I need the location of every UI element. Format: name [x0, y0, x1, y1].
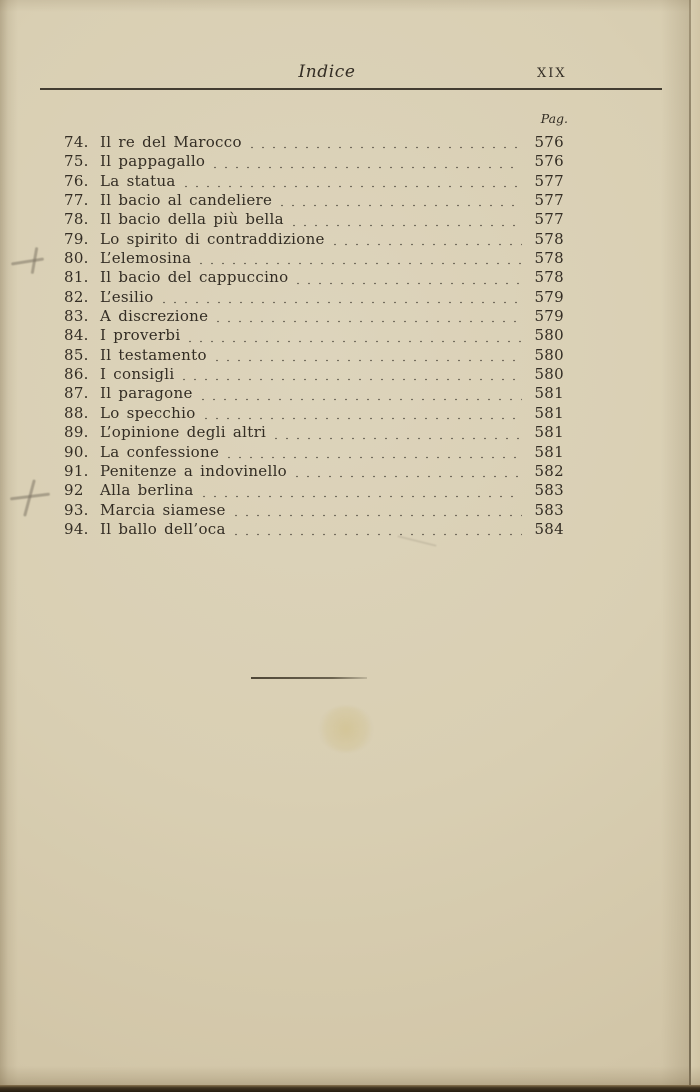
- toc-entry-row: [64, 520, 564, 539]
- dot-leader: [289, 210, 522, 229]
- entry-number: 82.: [64, 287, 89, 306]
- entry-page-number: 584: [534, 519, 564, 538]
- dot-leader: [199, 481, 522, 500]
- entry-number: 92: [64, 481, 84, 500]
- entry-title: Il bacio del cappuccino: [100, 268, 289, 287]
- toc-entry-row: [64, 210, 564, 229]
- dot-leader: [330, 230, 522, 249]
- entry-number: 91.: [64, 461, 89, 480]
- page-bottom-shadow: [0, 1066, 700, 1086]
- toc-entry-row: [64, 268, 564, 287]
- entry-number: 76.: [64, 171, 89, 190]
- entry-page-number: 578: [534, 268, 564, 287]
- dot-leader: [277, 191, 522, 210]
- dot-leader: [196, 249, 522, 268]
- section-divider-rule: [251, 677, 367, 679]
- toc-entry-row: [64, 326, 564, 345]
- page-right-margin: [691, 0, 700, 1085]
- entry-page-number: 582: [534, 461, 564, 480]
- entry-number: 93.: [64, 500, 89, 519]
- toc-entry-row: [64, 365, 564, 384]
- toc-entry-row: [64, 249, 564, 268]
- toc-entry-row: [64, 307, 564, 326]
- dot-leader: [201, 404, 522, 423]
- toc-entry-row: [64, 230, 564, 249]
- entry-title: I proverbi: [100, 326, 181, 345]
- entry-page-number: 579: [534, 307, 564, 326]
- header-rule: [40, 88, 662, 90]
- toc-entry-row: [64, 191, 564, 210]
- dot-leader: [271, 423, 522, 442]
- entry-title: Il testamento: [100, 345, 207, 364]
- page-right-shadow: [661, 0, 689, 1085]
- toc-entry-row: [64, 346, 564, 365]
- entry-page-number: 580: [534, 326, 564, 345]
- entry-page-number: 577: [534, 191, 564, 210]
- entry-page-number: 581: [534, 442, 564, 461]
- dot-leader: [212, 346, 522, 365]
- dot-leader: [247, 133, 522, 152]
- entry-title: Il bacio della più bella: [100, 210, 284, 229]
- entry-page-number: 577: [534, 210, 564, 229]
- entry-number: 86.: [64, 365, 89, 384]
- toc-entry-row: [64, 423, 564, 442]
- entry-page-number: 576: [534, 152, 564, 171]
- dot-leader: [159, 288, 522, 307]
- entry-number: 94.: [64, 519, 89, 538]
- entry-number: 80.: [64, 249, 89, 268]
- toc-entry-row: [64, 152, 564, 171]
- entry-page-number: 580: [534, 345, 564, 364]
- dot-leader: [181, 172, 522, 191]
- entry-number: 87.: [64, 384, 89, 403]
- toc-entry-row: [64, 133, 564, 152]
- entry-page-number: 578: [534, 249, 564, 268]
- entry-page-number: 581: [534, 423, 564, 442]
- page-top-edge: [0, 0, 700, 12]
- entry-number: 84.: [64, 326, 89, 345]
- entry-title: Alla berlina: [100, 481, 194, 500]
- entry-page-number: 583: [534, 481, 564, 500]
- toc-entry-row: [64, 384, 564, 403]
- entry-title: L’esilio: [100, 287, 154, 306]
- entry-page-number: 583: [534, 500, 564, 519]
- dot-leader: [292, 462, 522, 481]
- entry-title: Lo specchio: [100, 403, 196, 422]
- entry-title: Il pappagallo: [100, 152, 206, 171]
- entry-number: 85.: [64, 345, 89, 364]
- entry-title: Lo spirito di contraddizione: [100, 229, 325, 248]
- paper-stain: [318, 706, 374, 752]
- toc-entry-row: [64, 404, 564, 423]
- entry-title: L’opinione degli altri: [100, 423, 267, 442]
- entry-number: 90.: [64, 442, 89, 461]
- index-list: [64, 133, 564, 539]
- toc-entry-row: [64, 481, 564, 500]
- entry-page-number: 579: [534, 287, 564, 306]
- entry-title: La confessione: [100, 442, 220, 461]
- entry-number: 74.: [64, 133, 89, 151]
- entry-number: 79.: [64, 229, 89, 248]
- dot-leader: [231, 520, 522, 539]
- entry-title: Il bacio al candeliere: [100, 191, 273, 210]
- dot-leader: [179, 365, 522, 384]
- dot-leader: [185, 326, 522, 345]
- dot-leader: [293, 268, 522, 287]
- entry-number: 78.: [64, 210, 89, 229]
- entry-page-number: 577: [534, 171, 564, 190]
- toc-entry-row: [64, 288, 564, 307]
- entry-title: Marcia siamese: [100, 500, 226, 519]
- dot-leader: [224, 443, 522, 462]
- entry-page-number: 581: [534, 384, 564, 403]
- dot-leader: [213, 307, 522, 326]
- entry-title: La statua: [100, 171, 176, 190]
- folio-page-number: XIX: [537, 66, 567, 81]
- page-bottom-edge: [0, 1085, 700, 1092]
- dot-leader: [210, 152, 522, 171]
- entry-number: 75.: [64, 152, 89, 171]
- toc-entry-row: [64, 462, 564, 481]
- entry-number: 83.: [64, 307, 89, 326]
- entry-title: Il re del Marocco: [100, 133, 242, 151]
- entry-title: Il paragone: [100, 384, 193, 403]
- page-column-label: Pag.: [540, 111, 568, 126]
- page-left-edge: [0, 0, 18, 1092]
- entry-number: 89.: [64, 423, 89, 442]
- entry-number: 77.: [64, 191, 89, 210]
- toc-entry-row: [64, 501, 564, 520]
- running-head-title: Indice: [298, 62, 356, 82]
- entry-title: Penitenze a indovinello: [100, 461, 288, 480]
- toc-entry-row: [64, 443, 564, 462]
- entry-page-number: 578: [534, 229, 564, 248]
- toc-entry-row: [64, 172, 564, 191]
- entry-number: 88.: [64, 403, 89, 422]
- entry-title: L’elemosina: [100, 249, 192, 268]
- entry-page-number: 581: [534, 403, 564, 422]
- entry-page-number: 576: [534, 133, 564, 151]
- entry-title: Il ballo dell’oca: [100, 519, 226, 538]
- dot-leader: [198, 384, 522, 403]
- entry-number: 81.: [64, 268, 89, 287]
- entry-title: A discrezione: [100, 307, 209, 326]
- entry-title: I consigli: [100, 365, 175, 384]
- dot-leader: [231, 501, 522, 520]
- entry-page-number: 580: [534, 365, 564, 384]
